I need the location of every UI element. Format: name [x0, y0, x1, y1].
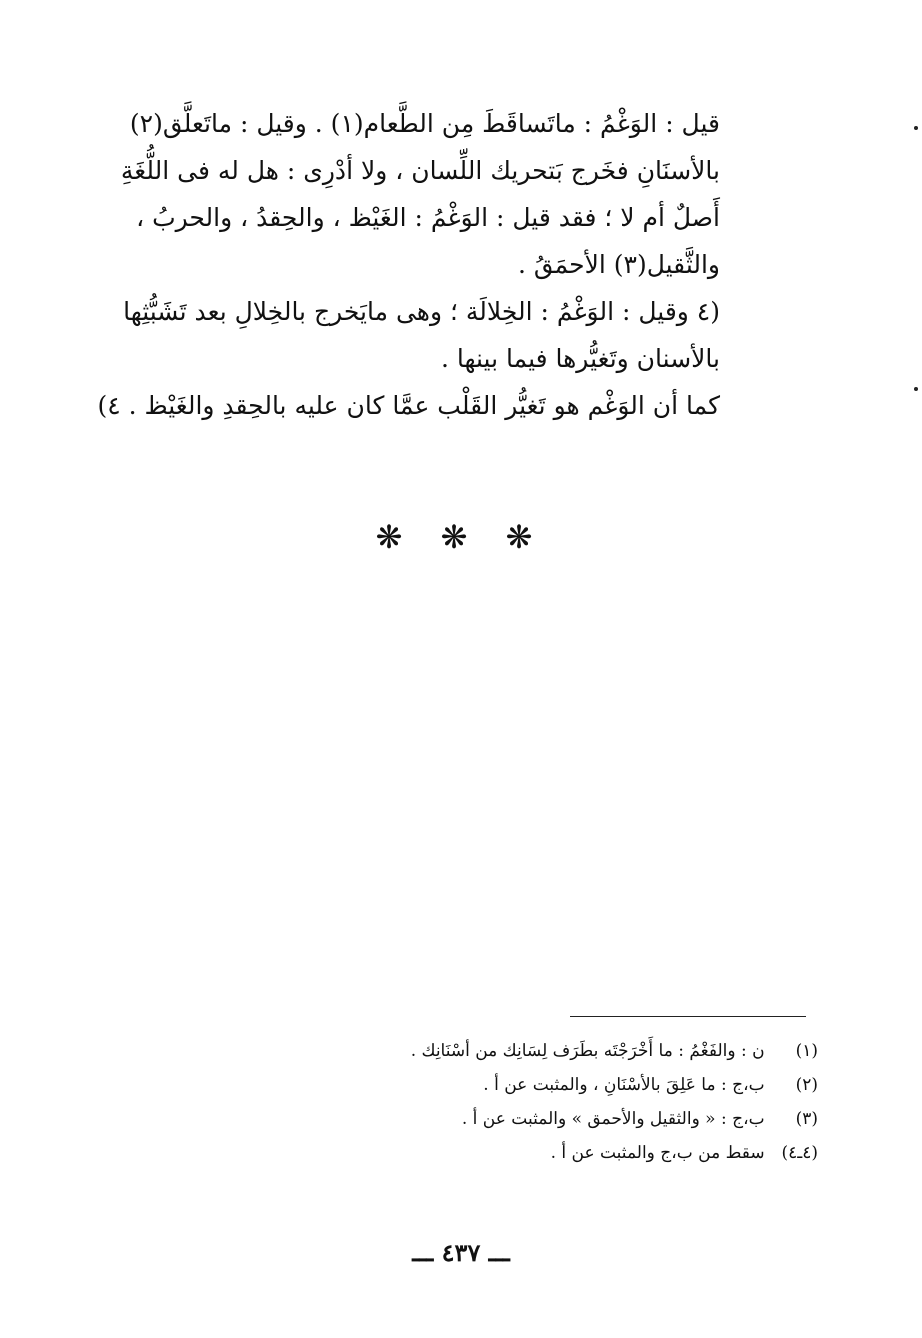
- page-number: ـــ ٤٣٧ ـــ: [412, 1238, 510, 1267]
- section-ornament: ❋ ❋ ❋: [375, 518, 547, 556]
- footnote-number: (٣): [795, 1109, 818, 1129]
- margin-dot: [914, 387, 918, 391]
- footnote-text: سقط من ب،ج والمثبت عن أ .: [550, 1143, 765, 1163]
- main-text-block: [70, 100, 720, 429]
- footnote-item: [240, 1136, 818, 1170]
- text-line: والثَّقيل(٣) الأحمَقُ .: [517, 250, 720, 279]
- text-line: بالأسنان وتَغيُّرها فيما بينها .: [440, 344, 720, 373]
- footnote-item: [240, 1034, 818, 1068]
- footnote-divider: [570, 1016, 806, 1017]
- text-line: بالأسنَانِ فخَرج بَتحريك اللِّسان ، ولا أدْرِى : هل له فى اللُّغَةِ: [120, 156, 720, 185]
- footnote-item: [240, 1068, 818, 1102]
- margin-dot: [914, 126, 918, 130]
- text-line: (٤ وقيل : الوَغْمُ : الخِلالَة ؛ وهى مايَخرج بالخِلالِ بعد تَشَبُّثِها: [123, 297, 720, 326]
- footnote-number: (١): [795, 1041, 818, 1061]
- footnote-text: ب،ج : « والثقيل والأحمق » والمثبت عن أ .: [461, 1109, 765, 1129]
- text-line: كما أن الوَغْم هو تَغيُّر القَلْب عمَّا كان عليه بالحِقدِ والغَيْظ . ٤): [97, 391, 720, 420]
- footnote-text: ن : والفَغْمُ : ما أَخْرَجْتَه بطَرَف لِسَانِك من أسْنَانِك .: [410, 1041, 765, 1061]
- footnote-number: (٤ـ٤): [781, 1143, 818, 1163]
- text-line: أَصلٌ أم لا ؛ فقد قيل : الوَغْمُ : الغَيْظ ، والحِقدُ ، والحربُ ،: [136, 203, 720, 232]
- footnote-number: (٢): [795, 1075, 818, 1095]
- text-line: قيل : الوَغْمُ : ماتَساقَطَ مِن الطَّعام(١) . وقيل : ماتَعلَّق(٢): [129, 109, 720, 138]
- footnotes-block: [240, 1034, 818, 1170]
- footnote-item: [240, 1102, 818, 1136]
- footnote-text: ب،ج : ما عَلِقَ بالأسْنَانِ ، والمثبت عن أ .: [483, 1075, 765, 1095]
